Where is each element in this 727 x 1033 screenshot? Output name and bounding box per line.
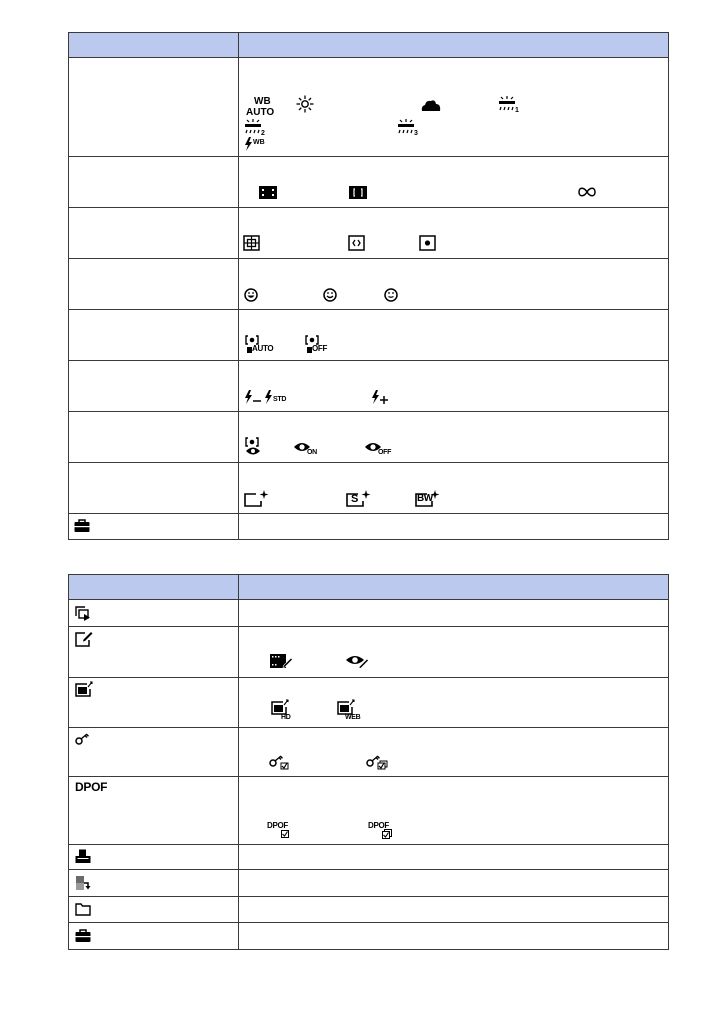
trimming-icon	[269, 653, 293, 670]
fluorescent-2-icon	[244, 118, 268, 136]
off-text: OFF	[378, 449, 392, 456]
table-header	[69, 33, 669, 58]
description-cell	[239, 777, 669, 845]
description-cell	[239, 208, 669, 259]
description-cell	[239, 897, 669, 923]
center-af-icon	[349, 186, 367, 199]
description-cell	[239, 678, 669, 728]
face-detect-off-icon	[304, 335, 338, 355]
description-cell	[239, 600, 669, 627]
description-cell	[239, 728, 669, 777]
on-text: ON	[307, 449, 317, 456]
header-cell-item	[69, 575, 239, 600]
viewing-row-settings	[69, 923, 669, 950]
shooting-row-settings	[69, 514, 669, 540]
description-cell	[239, 923, 669, 950]
viewing-row-slideshow	[69, 600, 669, 627]
item-cell	[69, 259, 239, 310]
item-cell	[69, 412, 239, 463]
viewing-row-protect	[69, 728, 669, 777]
item-cell	[69, 361, 239, 412]
item-cell	[69, 627, 239, 678]
svg-text:3: 3	[414, 130, 418, 136]
item-cell	[69, 157, 239, 208]
color-bw-icon	[415, 489, 445, 507]
header-cell-description	[239, 575, 669, 600]
shooting-row-smile	[69, 259, 669, 310]
dpof-icon: DPOF	[75, 780, 108, 794]
table-header	[69, 575, 669, 600]
cloudy-icon	[420, 98, 442, 112]
item-cell	[69, 777, 239, 845]
color-vivid-icon	[346, 489, 376, 507]
viewing-row-print	[69, 845, 669, 870]
item-cell	[69, 728, 239, 777]
viewing-row-rotate	[69, 870, 669, 897]
description-cell	[239, 627, 669, 678]
description-cell	[239, 310, 669, 361]
color-normal-icon	[244, 489, 270, 507]
shooting-row-white-balance	[69, 58, 669, 157]
viewing-row-multi-resize	[69, 678, 669, 728]
description-cell	[239, 259, 669, 310]
viewing-menu-table	[68, 574, 669, 950]
flash-std-text: STD	[273, 396, 287, 403]
flash-std-icon	[264, 389, 292, 405]
viewing-row-dpof	[69, 777, 669, 845]
description-cell	[239, 361, 669, 412]
print-icon	[75, 849, 91, 864]
folder-icon	[75, 902, 91, 916]
smile-normal-icon	[323, 288, 337, 302]
item-cell	[69, 58, 239, 157]
svg-text:WB: WB	[254, 96, 271, 107]
toolbox-icon	[75, 929, 91, 943]
description-cell	[239, 58, 669, 157]
svg-text:WB: WB	[253, 139, 265, 146]
shooting-row-flash-level	[69, 361, 669, 412]
web-text: WEB	[345, 714, 361, 721]
shooting-row-face-detection	[69, 310, 669, 361]
spot-metering-icon	[419, 235, 436, 251]
red-eye-on-icon	[293, 440, 327, 458]
viewing-row-retouch	[69, 627, 669, 678]
protect-icon	[75, 733, 93, 745]
shooting-row-color-mode	[69, 463, 669, 514]
item-cell	[69, 514, 239, 540]
face-auto-text: AUTO	[252, 344, 274, 353]
resize-web-icon	[337, 699, 367, 723]
protect-multiple-icon	[366, 754, 388, 770]
description-cell	[239, 412, 669, 463]
toolbox-icon	[74, 519, 90, 533]
bw-text: BW	[417, 493, 433, 504]
rotate-icon	[75, 875, 91, 891]
red-eye-auto-icon	[244, 437, 264, 457]
description-cell	[239, 463, 669, 514]
flash-plus-icon	[371, 389, 389, 405]
infinity-icon	[577, 185, 597, 199]
item-cell	[69, 845, 239, 870]
smile-big-icon	[244, 288, 258, 302]
shooting-row-focus	[69, 157, 669, 208]
fluorescent-3-icon	[397, 118, 421, 136]
red-eye-off-icon	[364, 440, 398, 458]
svg-text:2: 2	[261, 130, 265, 136]
description-cell	[239, 514, 669, 540]
hd-text: HD	[281, 714, 291, 721]
shooting-menu-table	[68, 32, 669, 540]
dpof-this-text: DPOF	[267, 821, 289, 830]
svg-text:1: 1	[515, 107, 519, 113]
daylight-icon	[296, 95, 314, 113]
item-cell	[69, 678, 239, 728]
flash-wb-icon	[244, 136, 268, 152]
description-cell	[239, 870, 669, 897]
red-eye-correction-icon	[345, 653, 369, 670]
item-cell	[69, 923, 239, 950]
vivid-text: S	[351, 493, 359, 505]
item-cell	[69, 897, 239, 923]
item-cell	[69, 208, 239, 259]
item-cell	[69, 600, 239, 627]
protect-this-icon	[269, 754, 291, 770]
multi-af-icon	[259, 186, 277, 199]
fluorescent-1-icon	[498, 95, 522, 113]
header-cell-description	[239, 33, 669, 58]
shooting-row-metering	[69, 208, 669, 259]
item-cell	[69, 463, 239, 514]
header-cell-item	[69, 33, 239, 58]
resize-hd-icon	[271, 699, 297, 723]
retouch-icon	[75, 631, 93, 647]
smile-small-icon	[384, 288, 398, 302]
item-cell	[69, 310, 239, 361]
flash-minus-icon	[244, 389, 262, 405]
description-cell	[239, 845, 669, 870]
face-off-text: OFF	[312, 344, 328, 353]
multi-resize-icon	[75, 681, 93, 697]
viewing-row-folder	[69, 897, 669, 923]
center-weighted-icon	[348, 235, 365, 251]
shooting-row-red-eye	[69, 412, 669, 463]
dpof-multiple-text: DPOF	[368, 821, 390, 830]
face-detect-auto-icon	[244, 335, 278, 355]
wb-auto-icon	[244, 94, 280, 118]
dpof-multiple-icon	[368, 821, 398, 839]
item-cell	[69, 870, 239, 897]
slideshow-icon	[75, 606, 91, 621]
description-cell	[239, 157, 669, 208]
dpof-this-icon	[267, 821, 295, 839]
svg-text:AUTO: AUTO	[246, 107, 275, 118]
multi-metering-icon	[243, 235, 260, 251]
